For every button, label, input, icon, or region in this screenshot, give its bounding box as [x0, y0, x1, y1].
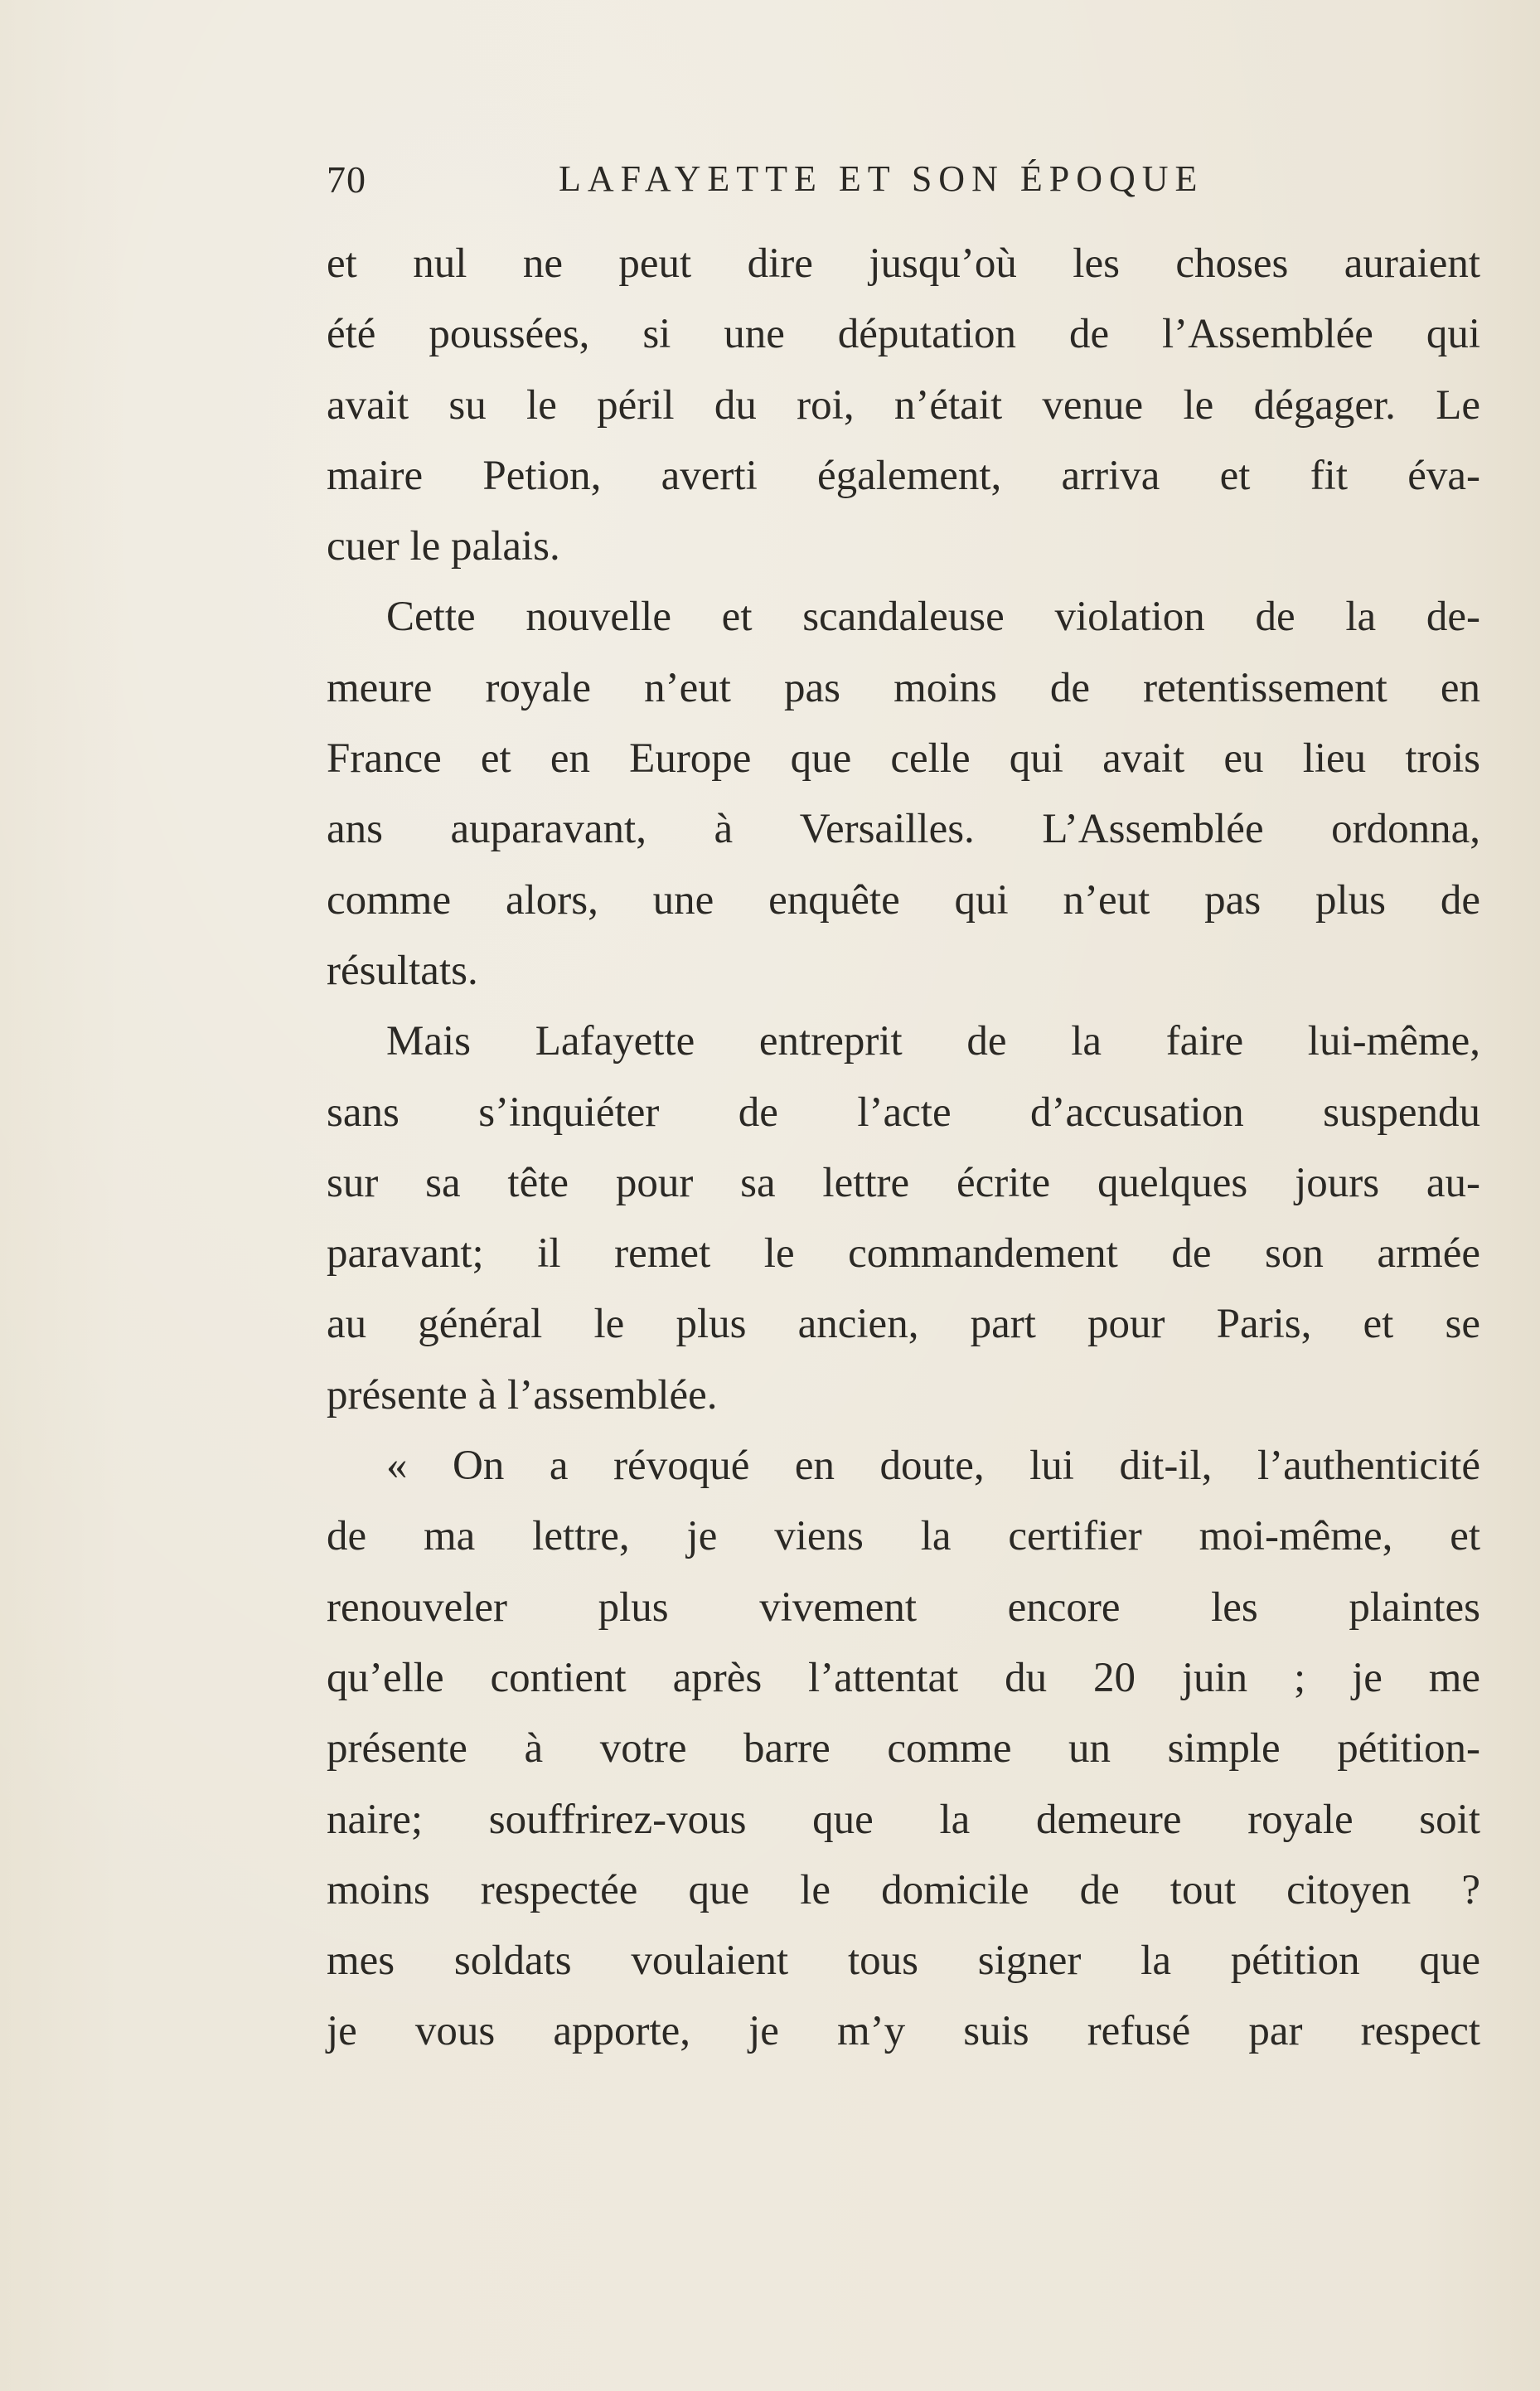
text-line: sur sa tête pour sa lettre écrite quelques jours au-: [327, 1159, 1480, 1206]
text-line: « On a révoqué en doute, lui dit-il, l’authenticité: [386, 1443, 1480, 1490]
text-line: meure royale n’eut pas moins de retentissement en: [327, 664, 1480, 711]
text-line: au général le plus ancien, part pour Paris, et se: [327, 1301, 1480, 1348]
text-line: cuer le palais.: [327, 523, 560, 570]
text-line: été poussées, si une députation de l’Assemblée qui: [327, 311, 1480, 358]
text-line: Mais Lafayette entreprit de la faire lui-même,: [386, 1018, 1480, 1065]
running-title: LAFAYETTE ET SON ÉPOQUE: [559, 158, 1204, 199]
text-line: je vous apporte, je m’y suis refusé par respect: [327, 2008, 1480, 2055]
text-line: présente à l’assemblée.: [327, 1371, 718, 1419]
text-line: et nul ne peut dire jusqu’où les choses auraient: [327, 240, 1480, 287]
text-line: sans s’inquiéter de l’acte d’accusation suspendu: [327, 1089, 1480, 1136]
body-text: [327, 229, 1480, 2068]
text-line: Cette nouvelle et scandaleuse violation de la de-: [386, 594, 1480, 641]
text-line: résultats.: [327, 947, 478, 994]
text-line: moins respectée que le domicile de tout citoyen ?: [327, 1866, 1480, 1913]
text-line: de ma lettre, je viens la certifier moi-même, et: [327, 1513, 1480, 1560]
text-line: paravant; il remet le commandement de son armée: [327, 1230, 1480, 1278]
text-line: qu’elle contient après l’attentat du 20 juin ; je me: [327, 1654, 1480, 1701]
text-line: mes soldats voulaient tous signer la pétition que: [327, 1938, 1480, 1985]
text-line: comme alors, une enquête qui n’eut pas plus de: [327, 876, 1480, 924]
text-line: maire Petion, averti également, arriva et fit éva-: [327, 452, 1480, 499]
page-number: 70: [327, 158, 366, 201]
text-line: naire; souffrirez-vous que la demeure royale soit: [327, 1796, 1480, 1843]
running-head: [327, 158, 1487, 207]
text-line: ans auparavant, à Versailles. L’Assemblée ordonna,: [327, 806, 1480, 853]
text-line: avait su le péril du roi, n’était venue le dégager. Le: [327, 381, 1480, 429]
text-line: renouveler plus vivement encore les plaintes: [327, 1583, 1480, 1631]
text-line: présente à votre barre comme un simple pétition-: [327, 1725, 1480, 1773]
text-line: France et en Europe que celle qui avait eu lieu trois: [327, 735, 1480, 783]
